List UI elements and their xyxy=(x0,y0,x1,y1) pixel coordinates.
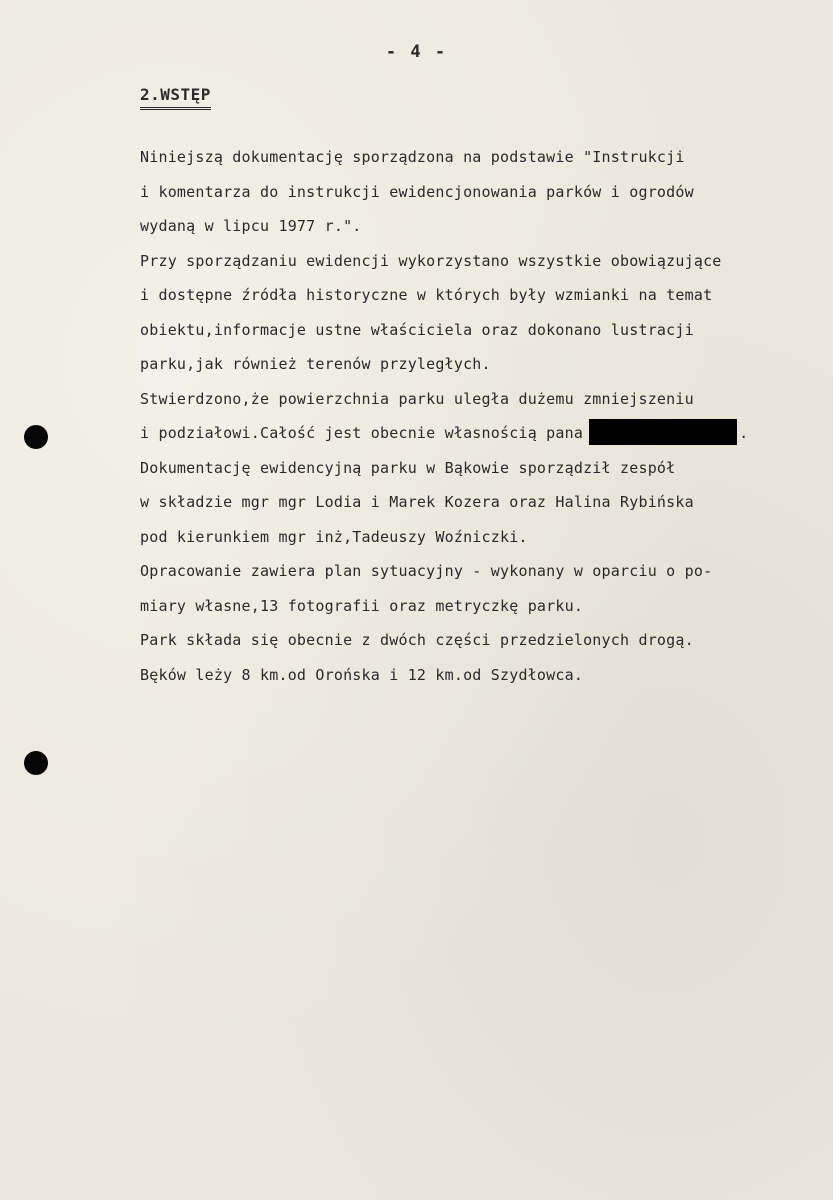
text-line: Dokumentację ewidencyjną parku w Bąkowie sporządził zespół xyxy=(140,458,676,477)
owner-line-text: i podziałowi.Całość jest obecnie własnością pana xyxy=(140,424,584,442)
owner-line-end: . xyxy=(739,424,749,442)
text-line: Bęków leży 8 km.od Orońska i 12 km.od Szydłowca. xyxy=(140,665,584,684)
text-line: pod kierunkiem mgr inż,Tadeuszy Woźniczki. xyxy=(140,527,528,546)
body-text xyxy=(140,140,800,692)
text-line: i dostępne źródła historyczne w których były wzmianki na temat xyxy=(140,286,713,304)
text-line: i komentarza do instrukcji ewidencjonowania parków i ogrodów xyxy=(140,182,694,201)
text-line: Park składa się obecnie z dwóch części przedzielonych drogą. xyxy=(140,631,694,649)
text-line: Przy sporządzaniu ewidencji wykorzystano wszystkie obowiązujące xyxy=(140,251,722,270)
text-line: wydaną w lipcu 1977 r.". xyxy=(140,217,362,235)
text-line: obiektu,informacje ustne właściciela oraz dokonano lustracji xyxy=(140,320,694,339)
text-line: Stwierdzono,że powierzchnia parku uległa dużemu zmniejszeniu xyxy=(140,389,694,408)
redaction-box xyxy=(589,419,737,445)
page-number: - 4 - xyxy=(385,42,448,62)
owner-line xyxy=(140,416,800,451)
punch-hole-top xyxy=(24,425,48,449)
text-line: miary własne,13 fotografii oraz metryczkę parku. xyxy=(140,596,584,615)
text-line: Niniejszą dokumentację sporządzona na podstawie "Instrukcji xyxy=(140,148,685,166)
section-heading: 2.WSTĘP xyxy=(140,85,211,110)
text-line: w składzie mgr mgr Lodia i Marek Kozera oraz Halina Rybińska xyxy=(140,493,694,511)
punch-hole-bottom xyxy=(24,751,48,775)
text-line: Opracowanie zawiera plan sytuacyjny - wykonany w oparciu o po- xyxy=(140,562,713,580)
text-line: parku,jak również terenów przyległych. xyxy=(140,355,491,373)
